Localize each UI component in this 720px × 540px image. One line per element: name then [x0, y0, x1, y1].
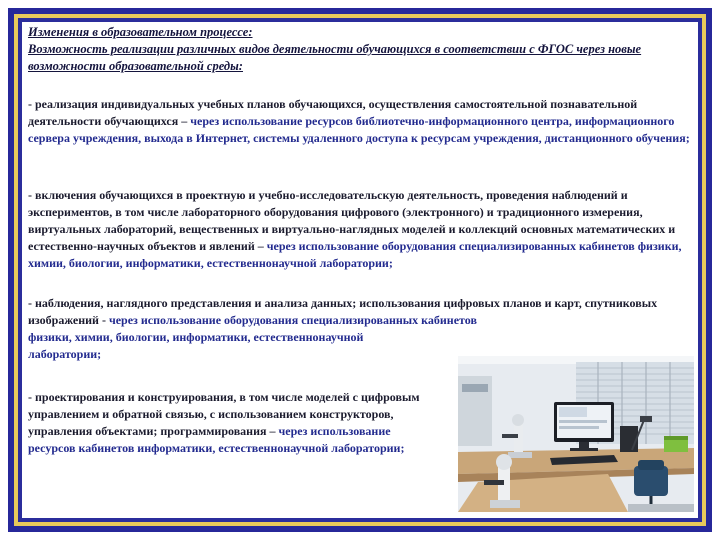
paragraph-via-rest: физики, химии, биологии, информатики, естественнонаучной лаборатории;	[28, 330, 364, 361]
heading-line-1: Изменения в образовательном процессе:	[28, 25, 253, 39]
slide-content	[22, 22, 698, 518]
heading-line-2: Возможность реализации различных видов деятельности обучающихся в соответствии с ФГОС через новые возможности образовательной среды:	[28, 42, 642, 73]
paragraph-via: через использование ресурсов кабинетов информатики, естественнонаучной лаборатории;	[28, 424, 405, 455]
paragraph-via: через использование ресурсов библиотечно-информационного центра, информационного сервера учреждения, выхода в Интернет, системы удаленного доступа к ресурсам учреждения, дистанционного обучения;	[28, 114, 690, 145]
paragraph-design-programming	[28, 389, 428, 457]
paragraph-lead: - наблюдения, наглядного представления и анализа данных; использования цифровых планов и карт, спутниковых изображений -	[28, 296, 658, 327]
paragraph-lead: - включения обучающихся в проектную и учебно-исследовательскую деятельность, проведения наблюдений и экспериментов, в том числе лабораторного оборудования цифрового (электронного) и традиционного измерения, виртуальных лабораторий, вещественных и виртуально-наглядных моделей и коллекций основных математических и естественно-научных объектов и явлений –	[28, 188, 676, 253]
paragraph-research-activity	[28, 187, 692, 272]
paragraph-via: через использование оборудования специализированных кабинетов физики, химии, биологии, информатики, естественнонаучной лаборатории;	[28, 239, 682, 270]
slide-heading	[28, 24, 692, 75]
paragraph-lead: - реализация индивидуальных учебных планов обучающихся, осуществления самостоятельной познавательной деятельности обучающихся –	[28, 97, 638, 128]
paragraph-observation-data	[28, 295, 692, 363]
paragraph-via: через использование оборудования специализированных кабинетов	[108, 313, 477, 327]
paragraph-lead: - проектирования и конструирования, в том числе моделей с цифровым управлением и обратной связью, с использованием конструкторов, управления объектами; программирования –	[28, 390, 420, 438]
paragraph-individual-plans	[28, 96, 692, 147]
computer-lab-photo	[458, 356, 694, 512]
